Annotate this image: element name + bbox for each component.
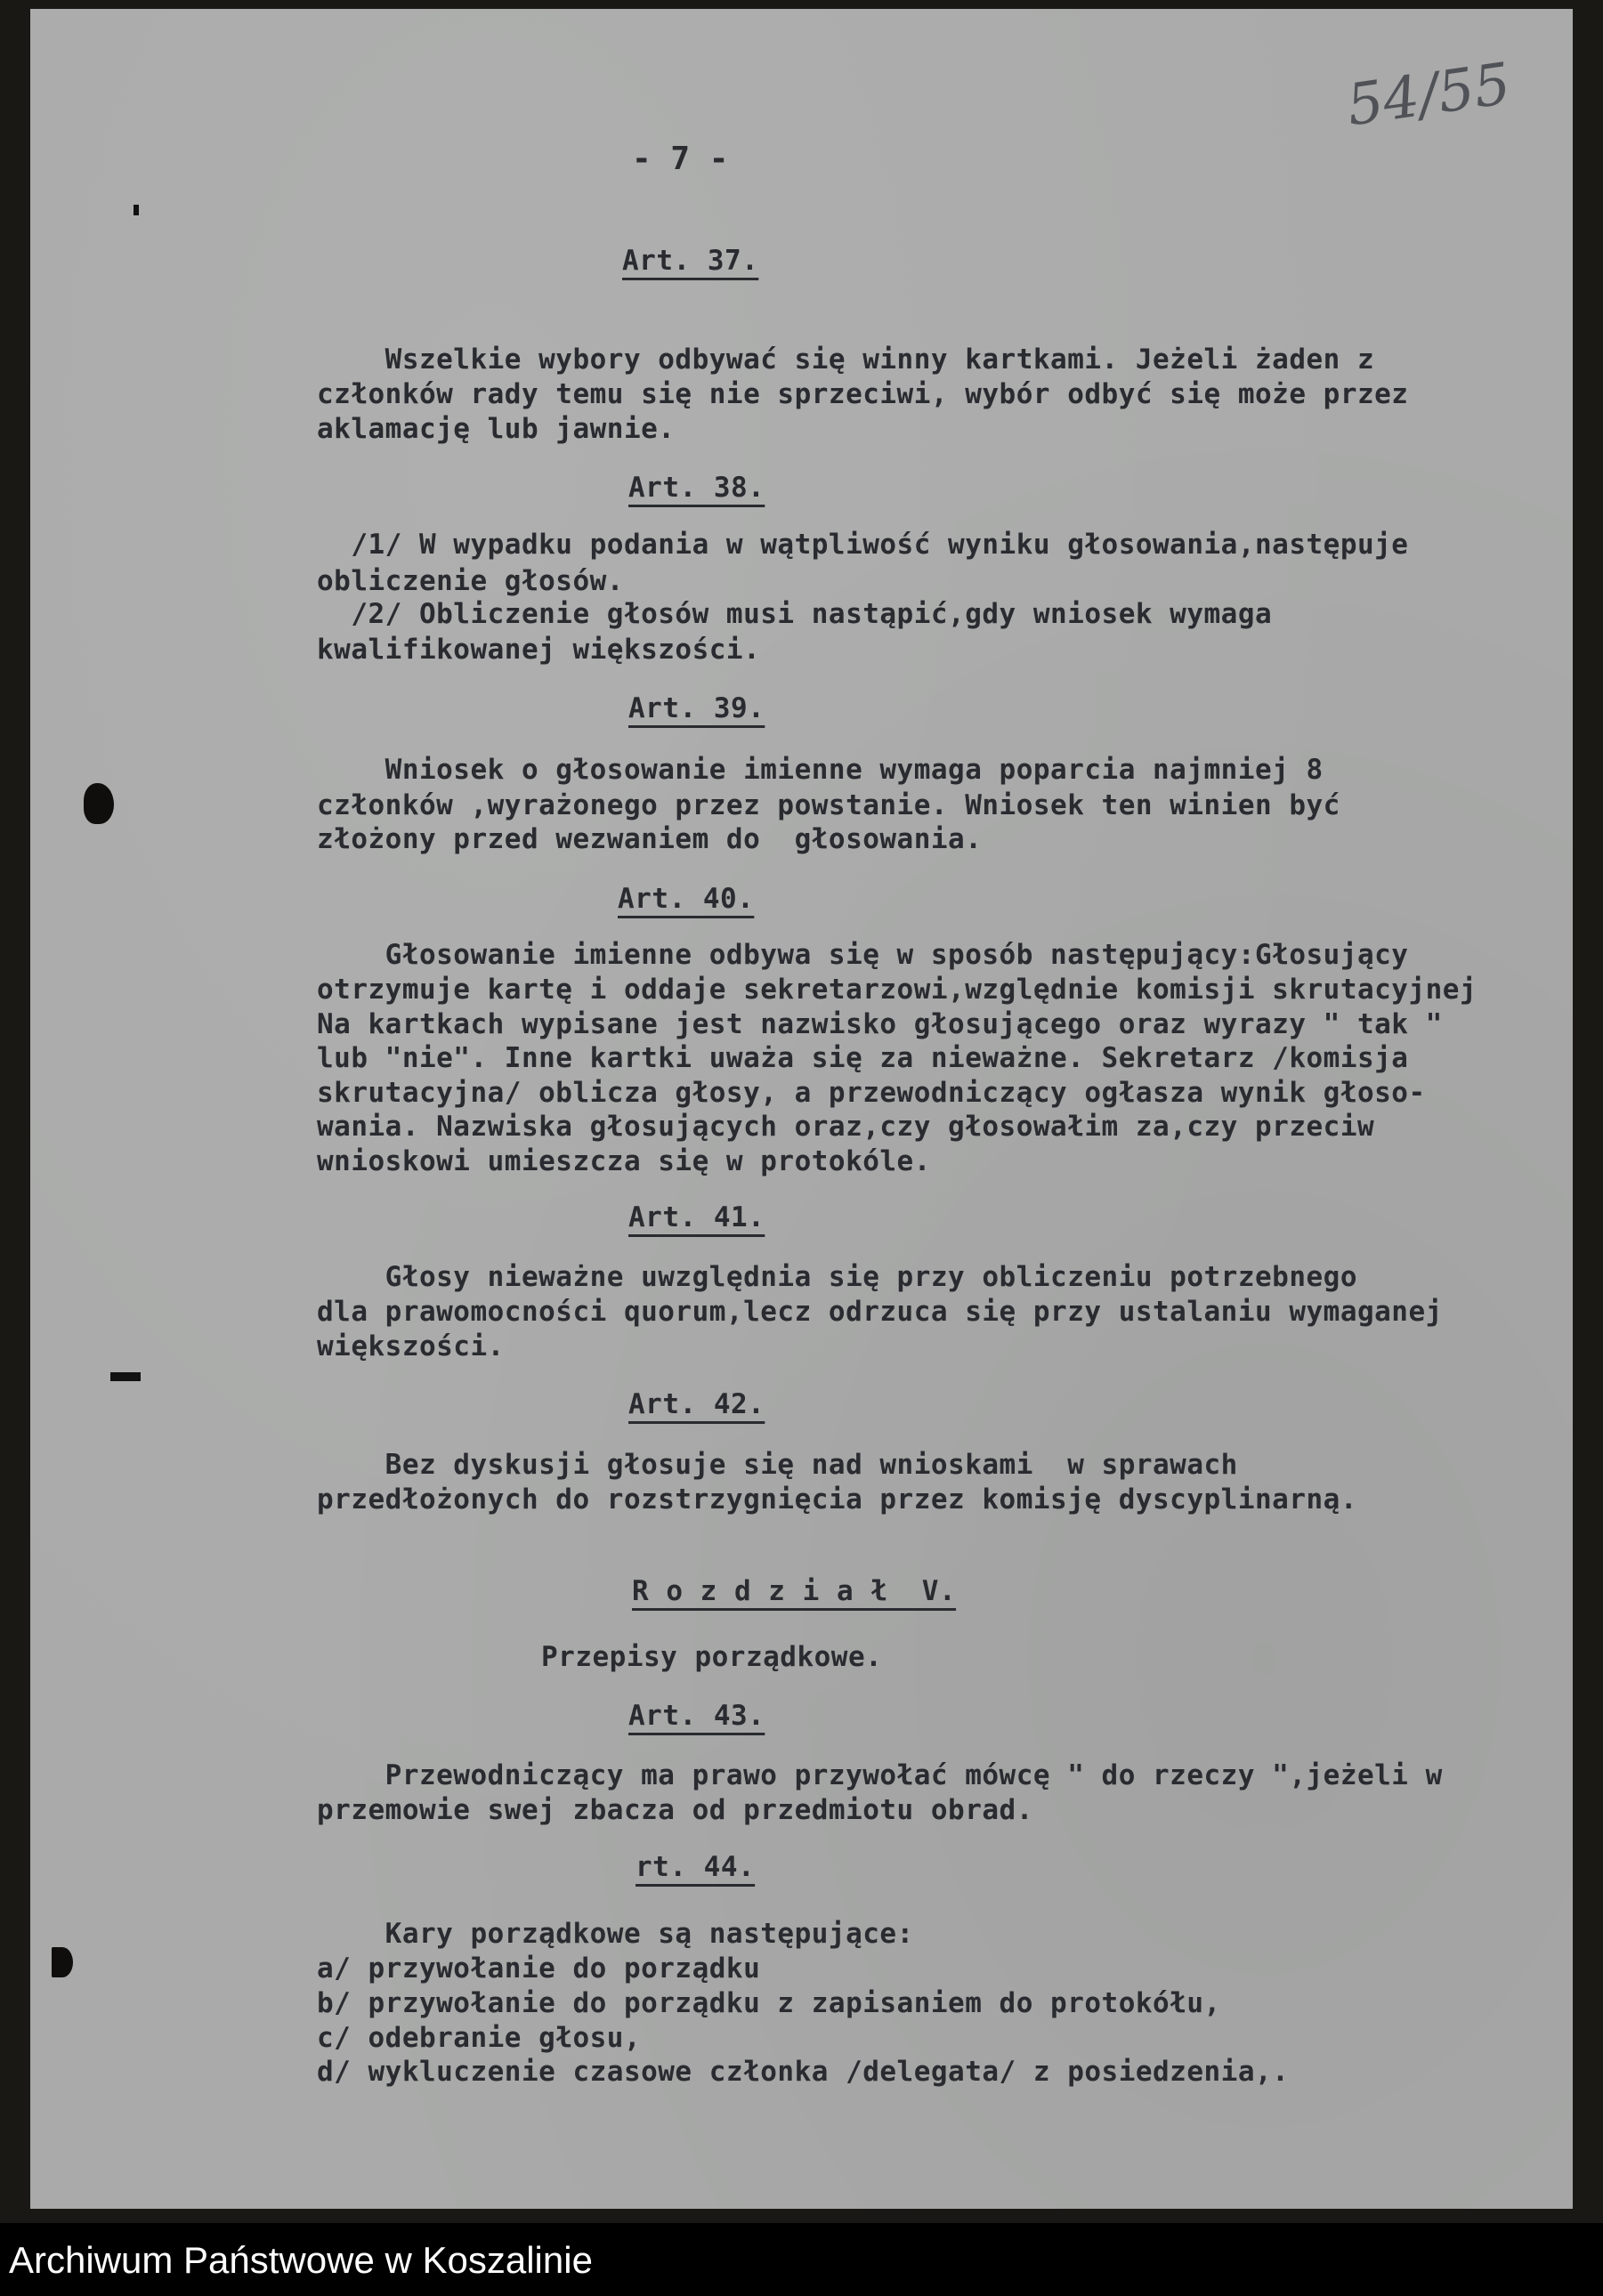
article-line: Wszelkie wybory odbywać się winny kartkami. Jeżeli żaden z (317, 344, 1375, 376)
margin-mark (134, 205, 139, 215)
archive-number-handwritten: 54/55 (1342, 51, 1515, 140)
article-line: Bez dyskusji głosuje się nad wnioskami w sprawach (317, 1449, 1238, 1481)
footer-text: Archiwum Państwowe w Koszalinie (9, 2239, 593, 2281)
article-line: skrutacyjna/ oblicza głosy, a przewodniczący ogłasza wynik głoso- (317, 1077, 1426, 1109)
article-line: dla prawomocności quorum,lecz odrzuca się przy ustalaniu wymaganej (317, 1296, 1443, 1328)
article-line: obliczenie głosów. (317, 565, 624, 597)
list-item: d/ wykluczenie czasowe członka /delegata/ z posiedzenia,. (317, 2056, 1290, 2088)
article-heading: Art. 37. (622, 245, 759, 277)
punch-hole-mark (84, 783, 114, 824)
article-line: /2/ Obliczenie głosów musi nastąpić,gdy wniosek wymaga (317, 598, 1273, 630)
article-line: przemowie swej zbacza od przedmiotu obrad. (317, 1794, 1033, 1826)
article-line: przedłożonych do rozstrzygnięcia przez komisję dyscyplinarną. (317, 1484, 1357, 1516)
chapter-title: Przepisy porządkowe. (541, 1641, 883, 1673)
article-heading: Art. 38. (628, 472, 765, 504)
article-line: złożony przed wezwaniem do głosowania. (317, 823, 983, 855)
article-heading: rt. 44. (636, 1851, 756, 1883)
article-heading: Art. 41. (628, 1201, 765, 1233)
list-item: c/ odebranie głosu, (317, 2022, 642, 2054)
page-number: - 7 - (632, 141, 729, 177)
punch-hole-mark (52, 1947, 73, 1977)
article-line: wania. Nazwiska głosujących oraz,czy głosowałim za,czy przeciw (317, 1111, 1375, 1143)
article-line: Głosowanie imienne odbywa się w sposób następujący:Głosujący (317, 939, 1409, 971)
article-line: aklamację lub jawnie. (317, 413, 676, 445)
article-line: Wniosek o głosowanie imienne wymaga poparcia najmniej 8 (317, 754, 1324, 786)
article-line: członków rady temu się nie sprzeciwi, wybór odbyć się może przez (317, 378, 1409, 410)
article-line: lub "nie". Inne kartki uważa się za nieważne. Sekretarz /komisja (317, 1042, 1409, 1074)
list-intro: Kary porządkowe są następujące: (317, 1918, 914, 1950)
article-line: wnioskowi umieszcza się w protokóle. (317, 1145, 931, 1177)
document-page (30, 9, 1573, 2209)
article-heading: Art. 42. (628, 1388, 765, 1420)
list-item: b/ przywołanie do porządku z zapisaniem do protokółu, (317, 1987, 1221, 2019)
list-item: a/ przywołanie do porządku (317, 1952, 761, 1985)
archive-footer (0, 2223, 1603, 2296)
article-heading: Art. 40. (618, 883, 755, 915)
margin-mark (110, 1372, 141, 1381)
article-line: Na kartkach wypisane jest nazwisko głosującego oraz wyrazy " tak " (317, 1008, 1443, 1040)
article-heading: Art. 43. (628, 1700, 765, 1732)
article-line: kwalifikowanej większości. (317, 634, 761, 666)
article-line: Głosy nieważne uwzględnia się przy obliczeniu potrzebnego (317, 1261, 1357, 1293)
article-line: /1/ W wypadku podania w wątpliwość wyniku głosowania,następuje (317, 529, 1409, 561)
article-line: większości. (317, 1330, 505, 1362)
chapter-heading: R o z d z i a ł V. (632, 1575, 957, 1607)
article-line: Przewodniczący ma prawo przywołać mówcę " do rzeczy ",jeżeli w (317, 1759, 1443, 1791)
article-line: otrzymuje kartę i oddaje sekretarzowi,względnie komisji skrutacyjnej (317, 974, 1478, 1006)
article-heading: Art. 39. (628, 692, 765, 724)
article-line: członków ,wyrażonego przez powstanie. Wniosek ten winien być (317, 789, 1340, 821)
